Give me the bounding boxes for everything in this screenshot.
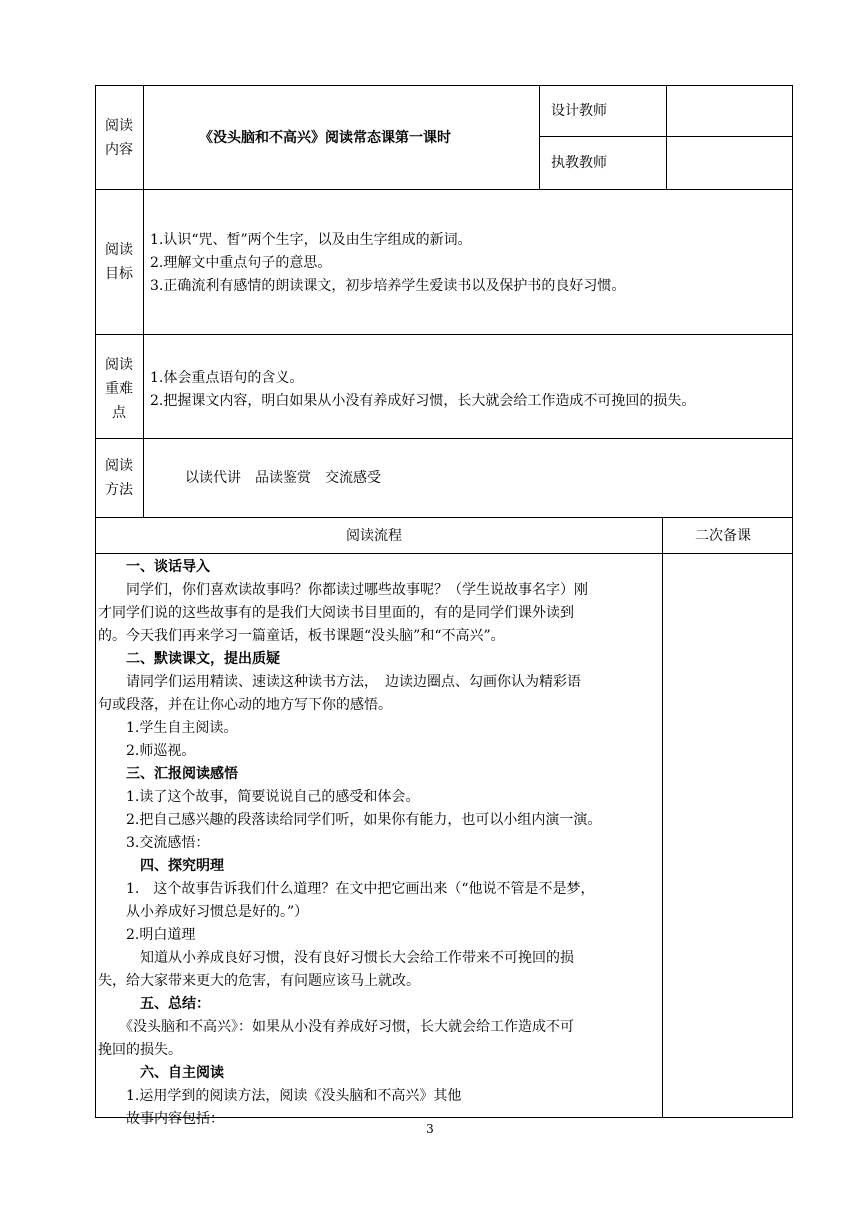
method-text: 以读代讲 品读鉴赏 交流感受 — [185, 470, 381, 486]
table-divider — [95, 189, 793, 190]
label-column-divider — [143, 85, 144, 518]
flow-line: 句或段落，并在让你心动的地方写下你的感悟。 — [98, 697, 392, 713]
flow-line: 同学们，你们喜欢读故事吗？你都读过哪些故事呢？（学生说故事名字）刚 — [98, 582, 588, 598]
flow-content — [98, 556, 660, 1131]
flow-line: 《没头脑和不高兴》：如果从小没有养成好习惯，长大就会给工作造成不可 — [98, 1019, 574, 1035]
flow-header: 阅读流程 — [346, 528, 402, 544]
method-label: 阅读 方法 — [105, 458, 133, 498]
design-teacher-label: 设计教师 — [551, 103, 607, 119]
section-heading: 六、自主阅读 — [98, 1065, 224, 1081]
table-border-right — [792, 85, 793, 1118]
flow-line: 的。今天我们再来学习一篇童话，板书课题“没头脑”和“不高兴”。 — [98, 628, 505, 644]
table-divider — [95, 334, 793, 335]
teacher-value-divider — [666, 85, 667, 190]
page-number: 3 — [426, 1122, 434, 1136]
flow-line: 2.把自己感兴趣的段落读给同学们听，如果你有能力，也可以小组内演一演。 — [98, 812, 602, 828]
flow-line: 知道从小养成良好习惯，没有良好习惯长大会给工作带来不可挽回的损 — [98, 950, 574, 966]
flow-line: 从小养成好习惯总是好的。”） — [98, 904, 309, 920]
table-border-top — [95, 85, 793, 86]
table-divider — [95, 553, 793, 554]
table-divider — [95, 517, 793, 518]
exec-teacher-label: 执教教师 — [551, 155, 607, 171]
flow-line: 请同学们运用精读、速读这种读书方法， 边读边圈点、勾画你认为精彩语 — [98, 674, 581, 690]
section-heading: 二、默读课文，提出质疑 — [98, 651, 280, 667]
lesson-title: 《没头脑和不高兴》阅读常态课第一课时 — [199, 130, 451, 146]
flow-line: 1.运用学到的阅读方法，阅读《没头脑和不高兴》其他 — [98, 1088, 462, 1104]
flow-line: 失，给大家带来更大的危害，有问题应该马上就改。 — [98, 973, 420, 989]
teacher-column-divider — [539, 85, 540, 190]
flow-line: 故事内容包括： — [98, 1111, 224, 1127]
flow-line: 1. 这个故事告诉我们什么道理？在文中把它画出来（“他说不管是不是梦， — [98, 881, 595, 897]
section-heading: 四、探究明理 — [98, 858, 224, 874]
table-divider — [95, 438, 793, 439]
second-prep-header: 二次备课 — [695, 528, 751, 544]
difficulty-label: 阅读 重难 点 — [105, 357, 133, 421]
goal-item: 1.认识“咒、皙”两个生字，以及由生字组成的新词。 — [150, 232, 472, 248]
section-heading: 五、总结： — [98, 996, 210, 1012]
flow-line: 3.交流感悟： — [98, 835, 210, 851]
difficulty-item: 1.体会重点语句的含义。 — [150, 370, 304, 386]
second-prep-divider — [662, 517, 663, 1118]
content-label: 阅读 内容 — [105, 118, 133, 158]
flow-line: 1.读了这个故事，简要说说自己的感受和体会。 — [98, 789, 420, 805]
goals-label: 阅读 目标 — [105, 242, 133, 282]
flow-line: 挽回的损失。 — [98, 1042, 182, 1058]
flow-line: 才同学们说的这些故事有的是我们大阅读书目里面的，有的是同学们课外读到 — [98, 605, 574, 621]
flow-line: 2.师巡视。 — [98, 743, 196, 759]
section-heading: 一、谈话导入 — [98, 559, 210, 575]
goal-item: 2.理解文中重点句子的意思。 — [150, 255, 332, 271]
flow-line: 1.学生自主阅读。 — [98, 720, 238, 736]
difficulty-item: 2.把握课文内容，明白如果从小没有养成好习惯，长大就会给工作造成不可挽回的损失。 — [150, 393, 696, 409]
goal-item: 3.正确流利有感情的朗读课文，初步培养学生爱读书以及保护书的良好习惯。 — [150, 278, 626, 294]
flow-line: 2.明白道理 — [98, 927, 196, 943]
table-border-left — [95, 85, 96, 1118]
section-heading: 三、汇报阅读感悟 — [98, 766, 238, 782]
